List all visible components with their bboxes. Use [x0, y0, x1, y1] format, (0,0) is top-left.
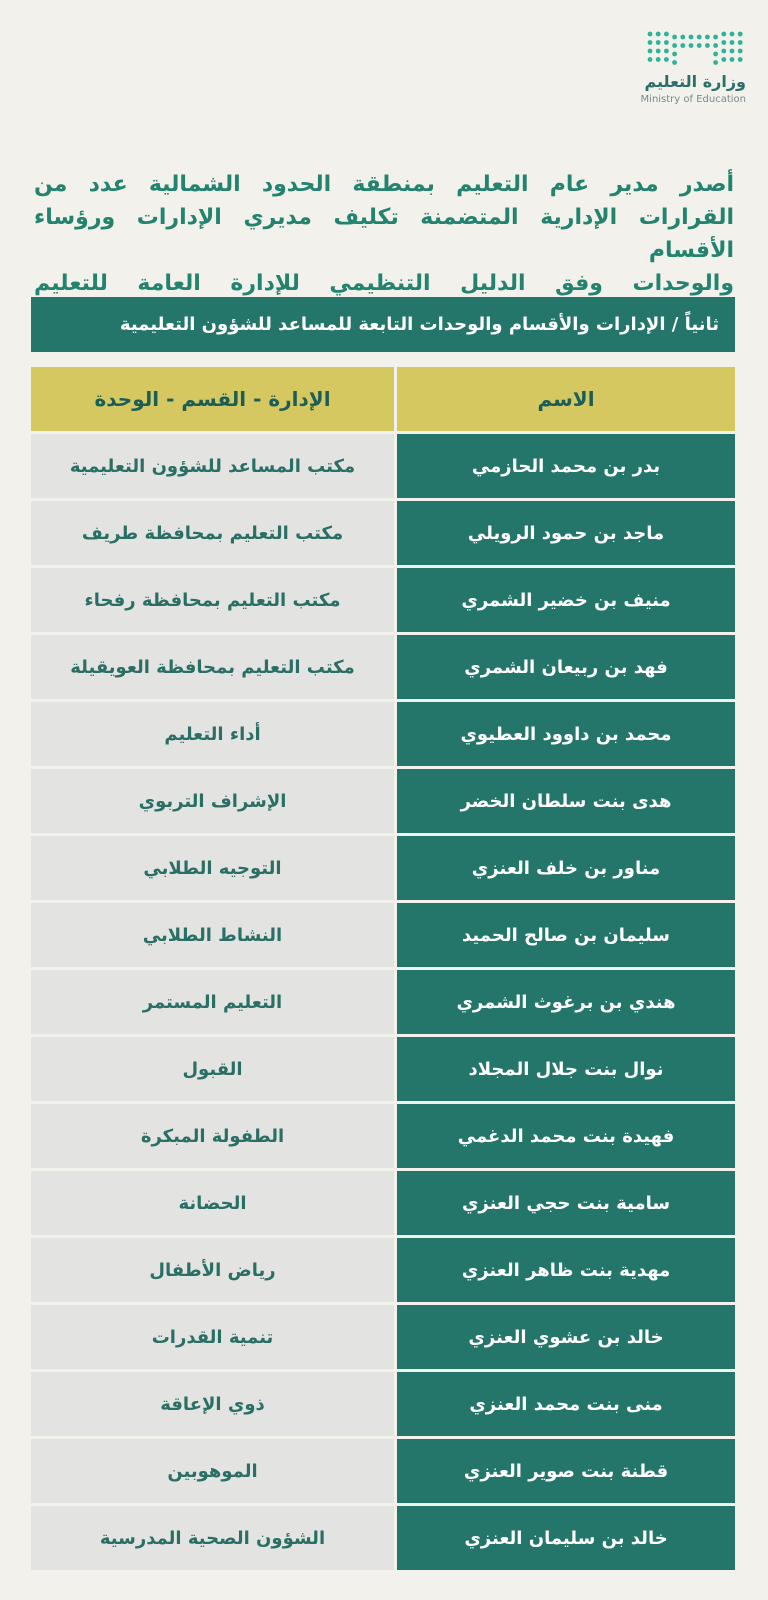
table-row [31, 836, 735, 900]
table-row [31, 568, 735, 632]
cell-unit: تنمية القدرات [31, 1305, 394, 1369]
cell-unit: النشاط الطلابي [31, 903, 394, 967]
headline-line: القرارات الإدارية المتضمنة تكليف مديري الإدارات ورؤساء الأقسام [34, 205, 734, 263]
cell-unit: مكتب التعليم بمحافظة العويقيلة [31, 635, 394, 699]
logo-dots-icon [646, 30, 746, 66]
cell-name: نوال بنت جلال المجلاد [397, 1037, 735, 1101]
cell-unit: أداء التعليم [31, 702, 394, 766]
header-unit: الإدارة - القسم - الوحدة [31, 367, 394, 431]
table-row [31, 635, 735, 699]
cell-name: سليمان بن صالح الحميد [397, 903, 735, 967]
table-row [31, 769, 735, 833]
cell-name: خالد بن عشوي العنزي [397, 1305, 735, 1369]
ministry-logo [626, 30, 746, 112]
cell-unit: رياض الأطفال [31, 1238, 394, 1302]
table-row [31, 970, 735, 1034]
cell-name: منيف بن خضير الشمري [397, 568, 735, 632]
cell-unit: مكتب المساعد للشؤون التعليمية [31, 434, 394, 498]
cell-unit: الحضانة [31, 1171, 394, 1235]
cell-name: هدى بنت سلطان الخضر [397, 769, 735, 833]
table-row [31, 1104, 735, 1168]
cell-name: قطنة بنت صوير العنزي [397, 1439, 735, 1503]
table-row [31, 1439, 735, 1503]
table-row [31, 903, 735, 967]
cell-unit: الموهوبين [31, 1439, 394, 1503]
cell-name: منى بنت محمد العنزي [397, 1372, 735, 1436]
cell-name: هندي بن برغوث الشمري [397, 970, 735, 1034]
cell-unit: ذوي الإعاقة [31, 1372, 394, 1436]
table-row [31, 1305, 735, 1369]
table-row [31, 1506, 735, 1570]
cell-name: خالد بن سليمان العنزي [397, 1506, 735, 1570]
table-row [31, 501, 735, 565]
cell-unit: مكتب التعليم بمحافظة طريف [31, 501, 394, 565]
logo-english-text: Ministry of Education [640, 94, 746, 105]
cell-unit: القبول [31, 1037, 394, 1101]
cell-unit: التعليم المستمر [31, 970, 394, 1034]
cell-name: محمد بن داوود العطيوي [397, 702, 735, 766]
cell-name: ماجد بن حمود الرويلي [397, 501, 735, 565]
cell-unit: التوجيه الطلابي [31, 836, 394, 900]
cell-name: مهدية بنت ظاهر العنزي [397, 1238, 735, 1302]
headline-line: أصدر مدير عام التعليم بمنطقة الحدود الشمالية عدد من [34, 172, 734, 197]
table-row [31, 1171, 735, 1235]
table-header-row [31, 367, 735, 431]
headline-line: والوحدات وفق الدليل التنظيمي للإدارة العامة للتعليم [34, 271, 734, 296]
section-title: ثانياً / الإدارات والأقسام والوحدات التابعة للمساعد للشؤون التعليمية [31, 297, 735, 352]
cell-unit: مكتب التعليم بمحافظة رفحاء [31, 568, 394, 632]
logo-arabic-text: وزارة التعليم [644, 72, 746, 91]
cell-name: سامية بنت حجي العنزي [397, 1171, 735, 1235]
assignments-table [31, 367, 735, 1573]
table-row [31, 1372, 735, 1436]
table-row [31, 434, 735, 498]
cell-name: بدر بن محمد الحازمي [397, 434, 735, 498]
cell-name: فهيدة بنت محمد الدغمي [397, 1104, 735, 1168]
cell-unit: الشؤون الصحية المدرسية [31, 1506, 394, 1570]
cell-name: مناور بن خلف العنزي [397, 836, 735, 900]
table-row [31, 702, 735, 766]
cell-unit: الإشراف التربوي [31, 769, 394, 833]
header-name: الاسم [397, 367, 735, 431]
table-row [31, 1037, 735, 1101]
table-row [31, 1238, 735, 1302]
headline [34, 168, 734, 300]
cell-name: فهد بن ربيعان الشمري [397, 635, 735, 699]
cell-unit: الطفولة المبكرة [31, 1104, 394, 1168]
